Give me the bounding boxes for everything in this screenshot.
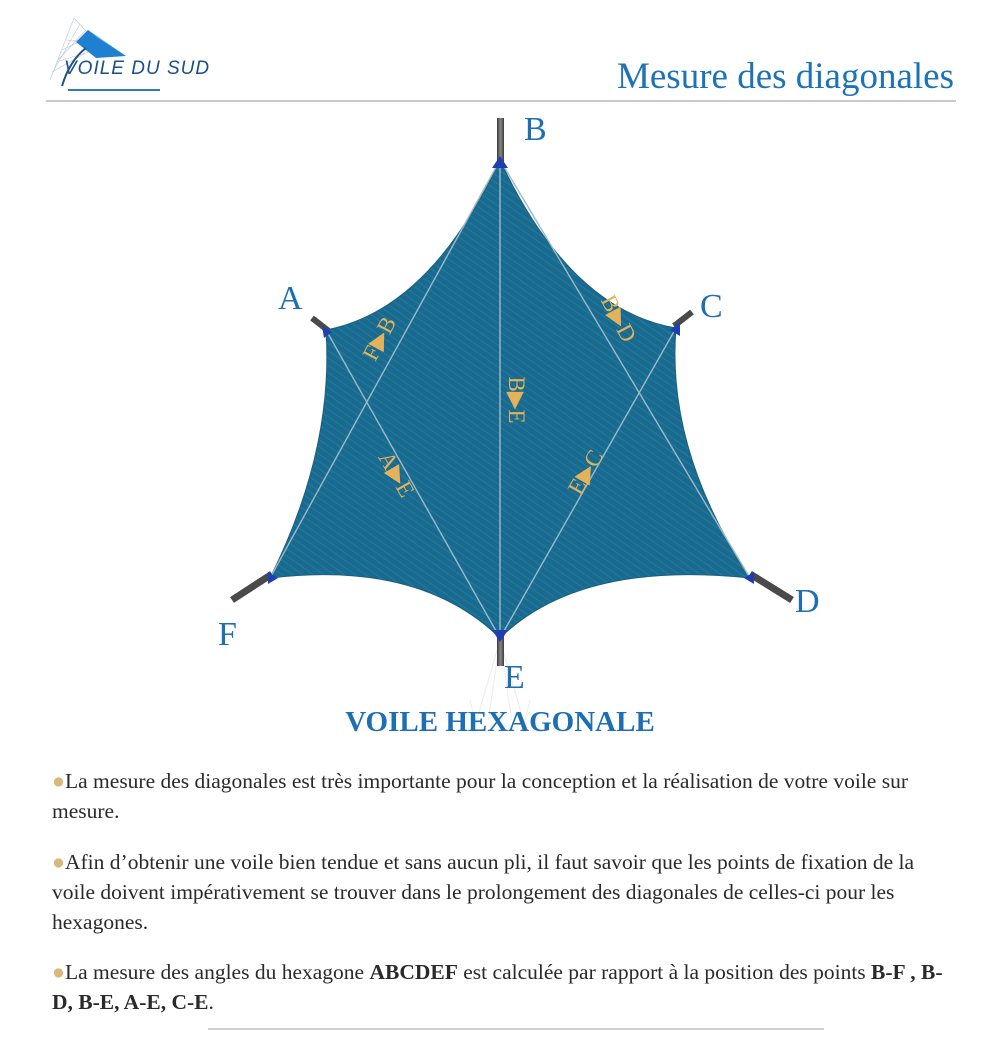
mast-f [232, 574, 272, 600]
paragraph-3-end: . [208, 990, 214, 1014]
paragraph-1 [52, 766, 952, 826]
paragraph-3-middle: est calculée par rapport à la position des points [457, 960, 872, 984]
diagonal-label-ae: A▶E [373, 447, 420, 502]
paragraph-2-text: Afin d’obtenir une voile bien tendue et sans aucun pli, il faut savoir que les points de fixation de la voile doivent impérativement se trouver dans le prolongement des diagonales de celles-ci pour les hexagones. [52, 850, 915, 934]
bullet-icon: ● [52, 769, 65, 793]
diagram-caption: VOILE HEXAGONALE [345, 706, 655, 738]
mast-d [750, 574, 792, 600]
vertex-label-d: D [795, 583, 820, 620]
vertex-label-c: C [700, 288, 723, 325]
paragraph-1-text: La mesure des diagonales est très importante pour la conception et la réalisation de votre voile sur mesure. [52, 769, 908, 823]
mast-c [674, 312, 692, 326]
paragraph-3 [52, 957, 952, 1017]
diagonal-list: B-F , B-D, B-E, A-E, C-E [52, 960, 943, 1014]
diagonal-label-be: B▶E [504, 376, 529, 424]
paragraph-3-text: La mesure des angles du hexagone [65, 960, 370, 984]
diagonal-label-bd: B▶D [595, 290, 642, 347]
hexagon-name: ABCDEF [369, 960, 458, 984]
diagonal-label-ec: E▶C [562, 445, 609, 499]
vertex-label-a: A [278, 280, 303, 317]
footer-divider [208, 1028, 824, 1030]
page-title: Mesure des diagonales [616, 56, 954, 97]
vertex-label-e: E [504, 659, 525, 696]
vertex-label-b: B [524, 111, 547, 148]
bullet-icon: ● [52, 850, 65, 874]
brand-name: VOILE DU SUD [64, 58, 211, 79]
bullet-icon: ● [52, 960, 65, 984]
vertex-label-f: F [218, 616, 237, 653]
diagonal-label-fb: F▶B [357, 312, 402, 365]
paragraph-2 [52, 847, 952, 937]
